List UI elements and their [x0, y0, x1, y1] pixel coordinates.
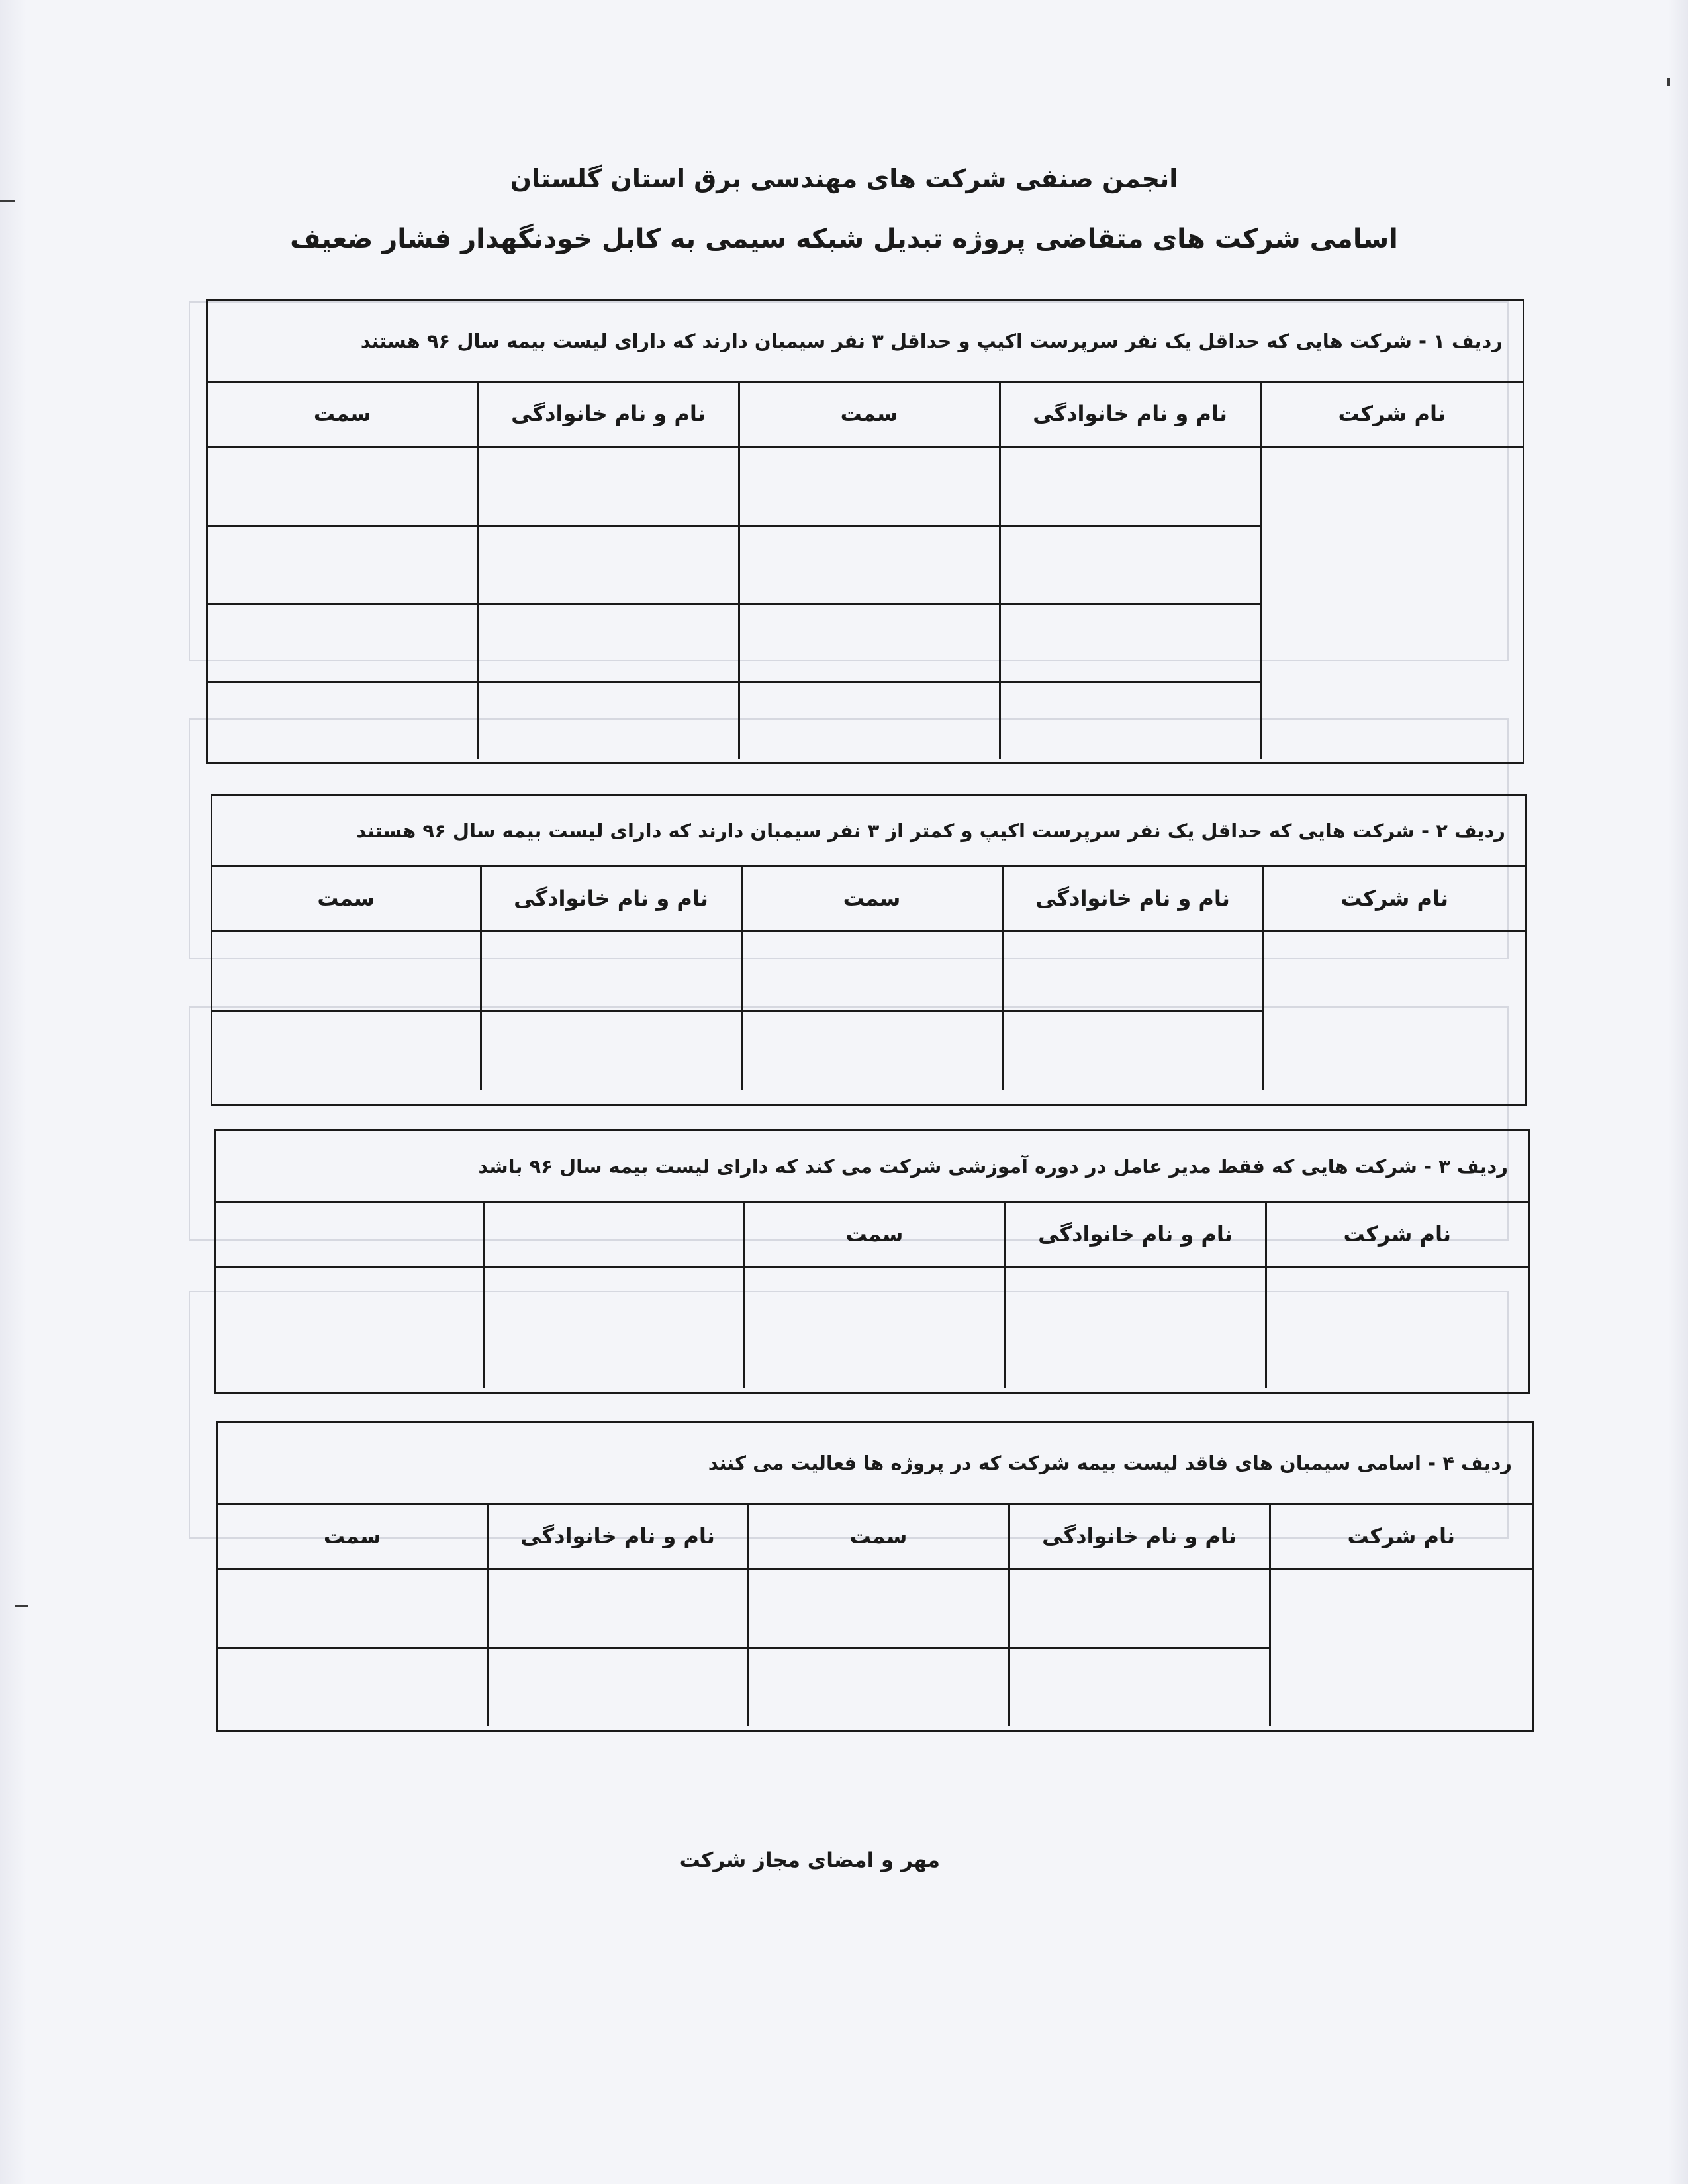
section-3-heading: ردیف ۳ - شرکت هایی که فقط مدیر عامل در دوره آموزشی شرکت می کند که دارای لیست بیمه سال ۹۶ باشد	[216, 1131, 1528, 1203]
column-header-full-name: نام و نام خانوادگی	[1000, 383, 1260, 446]
table-cell[interactable]	[208, 682, 478, 759]
column-header-full-name: نام و نام خانوادگی	[1002, 867, 1263, 931]
table-cell[interactable]	[1000, 446, 1260, 526]
column-header-empty	[483, 1203, 744, 1266]
column-header-company: نام شرکت	[1263, 867, 1525, 931]
table-cell[interactable]	[481, 931, 741, 1010]
section-1-heading: ردیف ۱ - شرکت هایی که حداقل یک نفر سرپرست اکیپ و حداقل ۳ نفر سیمبان دارند که دارای لیست بیمه سال ۹۶ هستند	[208, 301, 1523, 383]
table-cell[interactable]	[478, 526, 739, 604]
title-association: انجمن صنفی شرکت های مهندسی برق استان گلستان	[510, 164, 1178, 193]
scan-edge-right	[1668, 0, 1688, 2184]
table-cell[interactable]	[748, 1648, 1009, 1726]
column-header-position: سمت	[218, 1505, 487, 1568]
column-header-position: سمت	[741, 867, 1002, 931]
table-cell[interactable]	[741, 1010, 1002, 1090]
column-header-full-name: نام و نام خانوادگی	[478, 383, 739, 446]
table-cell[interactable]	[216, 1266, 483, 1388]
column-header-full-name: نام و نام خانوادگی	[481, 867, 741, 931]
section-4-grid	[218, 1505, 1532, 1726]
scan-speck	[0, 200, 15, 202]
title-applicants-list: اسامی شرکت های متقاضی پروژه تبدیل شبکه سیمی به کابل خودنگهدار فشار ضعیف	[290, 224, 1398, 254]
table-cell[interactable]	[218, 1568, 487, 1648]
table-cell[interactable]	[208, 446, 478, 526]
table-cell[interactable]	[481, 1010, 741, 1090]
table-cell[interactable]	[487, 1648, 748, 1726]
column-header-company: نام شرکت	[1270, 1505, 1532, 1568]
column-header-company: نام شرکت	[1260, 383, 1523, 446]
section-1-table	[206, 299, 1524, 764]
column-header-empty	[216, 1203, 483, 1266]
column-header-position: سمت	[748, 1505, 1009, 1568]
table-cell[interactable]	[487, 1568, 748, 1648]
company-name-cell[interactable]	[1266, 1266, 1528, 1388]
column-header-position: سمت	[208, 383, 478, 446]
section-2-heading: ردیف ۲ - شرکت هایی که حداقل یک نفر سرپرست اکیپ و کمتر از ۳ نفر سیمبان دارند که دارای لیست بیمه سال ۹۶ هستند	[212, 796, 1525, 867]
scan-speck	[15, 1605, 28, 1607]
section-4-heading: ردیف ۴ - اسامی سیمبان های فاقد لیست بیمه شرکت که در پروژه ها فعالیت می کنند	[218, 1423, 1532, 1505]
table-cell[interactable]	[1002, 1010, 1263, 1090]
table-cell[interactable]	[1000, 526, 1260, 604]
column-header-full-name: نام و نام خانوادگی	[1005, 1203, 1266, 1266]
table-cell[interactable]	[1000, 682, 1260, 759]
table-cell[interactable]	[739, 604, 1000, 682]
company-name-cell[interactable]	[1263, 931, 1525, 1090]
table-cell[interactable]	[208, 526, 478, 604]
company-name-cell[interactable]	[1260, 446, 1523, 759]
table-cell[interactable]	[1009, 1568, 1270, 1648]
scan-edge-left	[0, 0, 26, 2184]
section-3-grid	[216, 1203, 1528, 1388]
column-header-position: سمت	[744, 1203, 1005, 1266]
table-cell[interactable]	[478, 446, 739, 526]
section-4-table	[216, 1421, 1534, 1732]
table-cell[interactable]	[1002, 931, 1263, 1010]
section-2-grid	[212, 867, 1525, 1090]
table-cell[interactable]	[218, 1648, 487, 1726]
table-cell[interactable]	[1009, 1648, 1270, 1726]
section-2-table	[211, 794, 1527, 1106]
table-cell[interactable]	[483, 1266, 744, 1388]
scan-speck	[1667, 78, 1670, 86]
table-cell[interactable]	[208, 604, 478, 682]
table-cell[interactable]	[1005, 1266, 1266, 1388]
company-name-cell[interactable]	[1270, 1568, 1532, 1726]
table-cell[interactable]	[478, 682, 739, 759]
table-cell[interactable]	[744, 1266, 1005, 1388]
column-header-position: سمت	[212, 867, 481, 931]
section-1-grid	[208, 383, 1523, 759]
column-header-full-name: نام و نام خانوادگی	[487, 1505, 748, 1568]
table-cell[interactable]	[748, 1568, 1009, 1648]
column-header-full-name: نام و نام خانوادگی	[1009, 1505, 1270, 1568]
table-cell[interactable]	[212, 931, 481, 1010]
column-header-company: نام شرکت	[1266, 1203, 1528, 1266]
column-header-position: سمت	[739, 383, 1000, 446]
table-cell[interactable]	[1000, 604, 1260, 682]
table-cell[interactable]	[212, 1010, 481, 1090]
table-cell[interactable]	[739, 682, 1000, 759]
table-cell[interactable]	[739, 446, 1000, 526]
signature-label: مهر و امضای مجاز شرکت	[679, 1848, 940, 1872]
table-cell[interactable]	[741, 931, 1002, 1010]
section-3-table	[214, 1129, 1530, 1394]
table-cell[interactable]	[478, 604, 739, 682]
table-cell[interactable]	[739, 526, 1000, 604]
